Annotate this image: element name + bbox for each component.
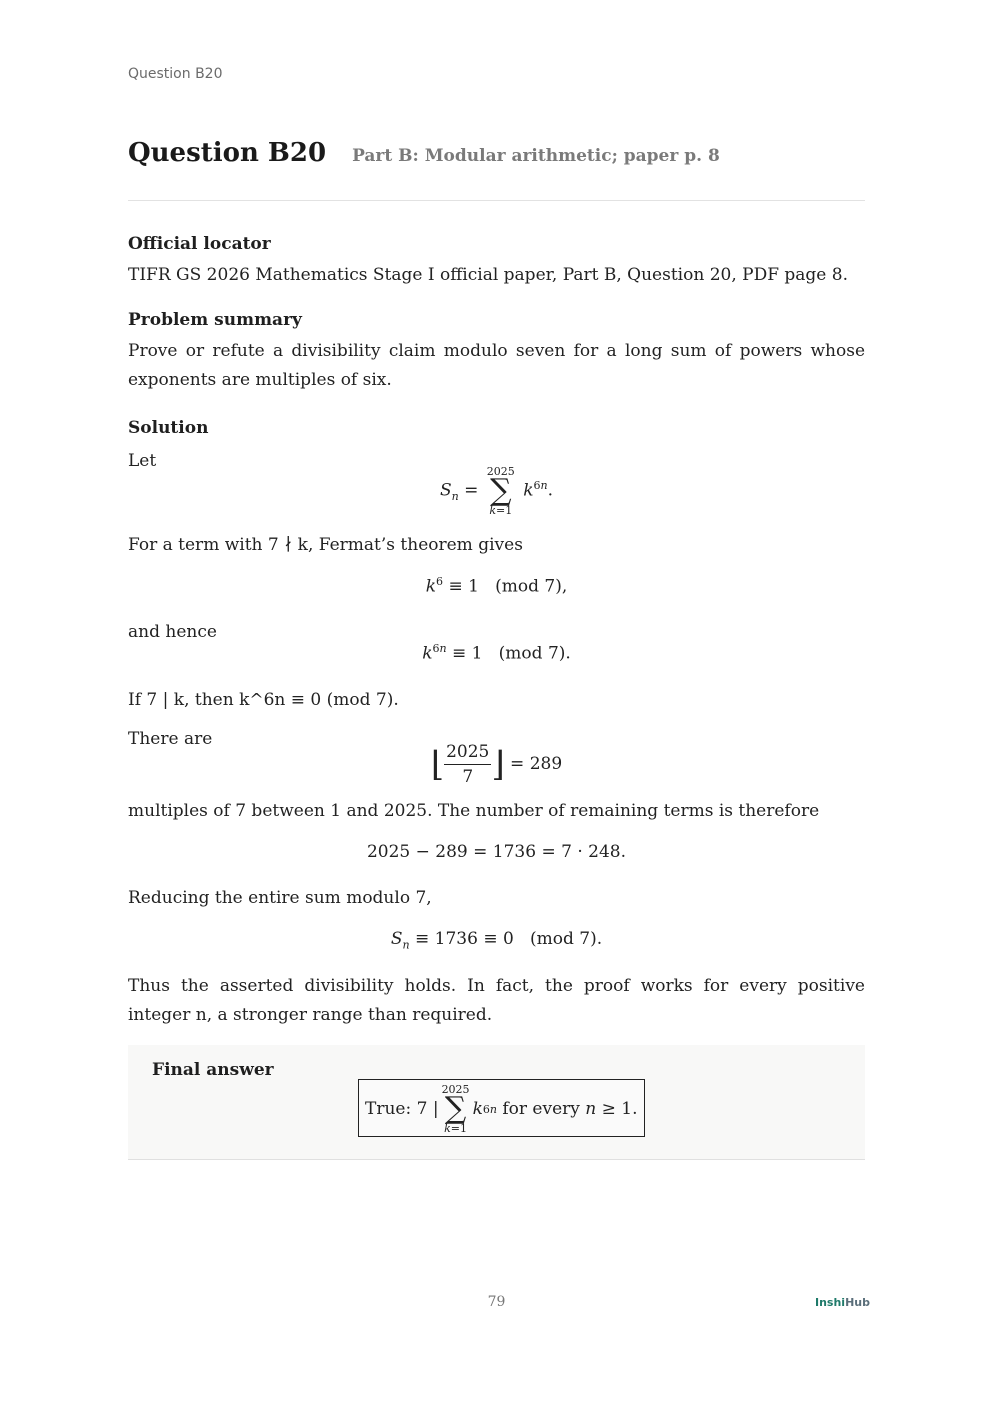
brand-logo (815, 1296, 870, 1309)
reduction-equation: $S_n \equiv 1736 \equiv 0$ (mod 7). (390, 929, 603, 952)
reducing-text: Reducing the entire sum modulo 7, (128, 888, 432, 908)
locator-text: TIFR GS 2026 Mathematics Stage I official paper, Part B, Question 20, PDF page 8. (128, 265, 848, 285)
and-hence-text: and hence (128, 622, 217, 642)
brand-part-1: Inshi (815, 1296, 846, 1309)
summary-text: Prove or refute a divisibility claim modulo seven for a long sum of powers whose exponents are multiples of six. (128, 341, 865, 390)
let-text: Let (128, 451, 157, 471)
title-row (128, 138, 720, 168)
there-are-text: There are (128, 729, 213, 749)
multiples-text: multiples of 7 between 1 and 2025. The number of remaining terms is therefore (128, 801, 820, 821)
summary-heading: Problem summary (128, 310, 302, 330)
running-head: Question B20 (128, 66, 223, 82)
page-subtitle: Part B: Modular arithmetic; paper p. 8 (352, 146, 720, 166)
brand-part-2: Hub (845, 1296, 870, 1309)
count-equation: 2025 − 289 = 1736 = 7 · 248. (366, 842, 626, 862)
page-number: 79 (487, 1294, 506, 1310)
final-answer-statement: True: 7 | 2025 ∑ k=1 k 6n for every n ≥ 1. (358, 1079, 645, 1137)
conclusion-text: Thus the asserted divisibility holds. In fact, the proof works for every positive integer n, a stronger range than required. (128, 976, 865, 1025)
final-answer-label: Final answer (152, 1060, 274, 1080)
fermat-equation: $k^6 \equiv 1$ (mod 7), (425, 575, 568, 597)
solution-heading: Solution (128, 418, 209, 438)
if-divides-text: If 7 | k, then k^6n ≡ 0 (mod 7). (128, 690, 399, 710)
page-title: Question B20 (128, 138, 327, 168)
floor-equation: ⌊ $\frac{2025}{7}$ ⌋ = 289 (430, 742, 563, 787)
fermat-intro-text: For a term with 7 ∤ k, Fermat’s theorem gives (128, 535, 523, 555)
locator-heading: Official locator (128, 234, 271, 254)
title-divider (128, 200, 865, 201)
power-equation: $k^{6n} \equiv 1$ (mod 7). (422, 642, 571, 664)
final-answer-box (128, 1045, 865, 1160)
sum-definition-equation: $S_n$ = 2025 ∑ k=1 $k^{6n}$. (439, 465, 554, 517)
